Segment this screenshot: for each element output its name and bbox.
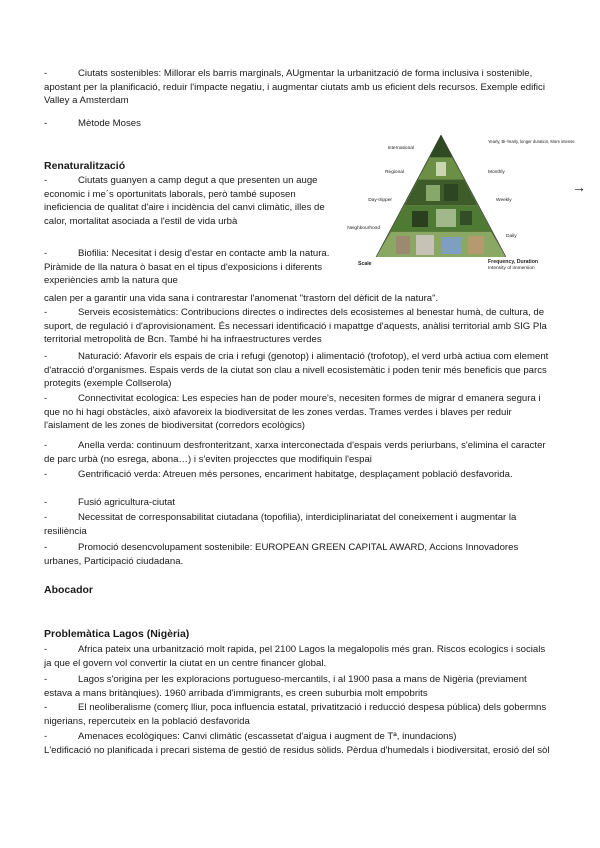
bullet-naturacio (44, 350, 554, 391)
bullet-dash: - (44, 351, 48, 362)
bullet-biofilia (44, 247, 344, 288)
bullet-text: Mètode Moses (78, 118, 141, 129)
pyramid-label-regional: Regional (385, 170, 404, 175)
pyramid-note-weekly: Weekly (496, 198, 512, 203)
bullet-ciutats-sostenibles (44, 67, 554, 108)
bullet-dash: - (44, 542, 48, 553)
bullet-text: Necessitat de corresponsabilitat ciutadana (topofilia), interdiciplinariatat del coneixement i augmentar la resiliència (44, 512, 517, 537)
bullet-text: Africa pateix una urbanització molt rapida, pel 2100 Lagos la megalopolis més gran. Riscos ecologics i socials ja que el govern vol convertir la ciutat en un centre financer global. (44, 644, 546, 669)
bullet-lagos-origen (44, 673, 554, 700)
bullet-dash: - (44, 118, 48, 129)
bullet-dash: - (44, 644, 48, 655)
bullet-dash: - (44, 497, 48, 508)
pyramid-intensity-label: Intensity of immersion (488, 266, 535, 271)
bullet-dash: - (44, 248, 48, 259)
bullet-fusio-agricultura (44, 496, 554, 510)
bullet-dash: - (44, 674, 48, 685)
bullet-text: Gentrificació verda: Atreuen més persones, encariment habitatge, desplaçament població desfavorida. (78, 469, 513, 480)
pyramid-tier-5 (376, 232, 506, 257)
bullet-text: Connectivitat ecologica: Les especies han de poder moure's, necesiten formes de migrar d emanera segura i que no hi hagi obstàcles, això afavoreix la biodiversitat de les zones verdas. Trames verdes i blaves per reduir l'aislament de les zones de biodiversitat (corredors ecològics) (44, 393, 541, 432)
bullet-corresponsabilitat (44, 511, 554, 538)
bullet-dash: - (44, 469, 48, 480)
bullet-ciutats-guanyen (44, 174, 344, 228)
bullet-text: Lagos s'origina per les exploracions portugueso-mercantils, i al 1900 pasa a mans de Nigèria (previament estava a mans britànqiues). 1960 arribada d'immigrants, es creen suburbia molt empobrits (44, 674, 527, 699)
bullet-dash: - (44, 512, 48, 523)
bullet-text: Amenaces ecològiques: Canvi climàtic (escassetat d'aigua i augment de Tª, inundacions) (78, 731, 457, 742)
bullet-africa (44, 643, 554, 670)
section-heading-lagos: Problemàtica Lagos (Nigèria) (44, 628, 190, 640)
bullet-serveis-ecosistematics (44, 306, 554, 347)
pyramid-scale-label: Scale (358, 261, 372, 267)
bullet-dash: - (44, 307, 48, 318)
bullet-text: Ciutats sostenibles: Millorar els barris marginals, AUgmentar la urbanització de forma inclusiva i sostenible, apostant per la planificació, reduir l'impacte negatiu, i augmentar ciutats amb us eficient dels recursos. Exemple edifici Valley a Amsterdam (44, 68, 545, 107)
bullet-connectivitat (44, 392, 554, 433)
bullet-amenaces (44, 730, 554, 757)
bullet-neoliberalisme (44, 701, 554, 728)
bullet-dash: - (44, 702, 48, 713)
section-heading-renaturalitzacio: Renaturalització (44, 160, 126, 172)
bullet-dash: - (44, 393, 48, 404)
bullet-dash: - (44, 440, 48, 451)
bullet-text: Serveis ecosistemàtics: Contribucions directes o indirectes dels ecosistemes al benestar humà, de cultura, de suport, de regulació i d'aprovisionament. És necessari identificació i mapattge d'aquests, anàlisi territorial amb SIG Pla territorial metropolità de Bcn. També hi ha infraestructures verdes (44, 307, 547, 346)
bullet-text: Fusió agricultura-ciutat (78, 497, 176, 508)
pyramid-note-yearly: Yearly, Bi-Yearly, longer duration, More intense (488, 139, 575, 144)
biofilia-continuation: calen per a garantir una vida sana i contrarestar l'anomenat "trastorn del dèficit de la natura". (44, 293, 439, 304)
bullet-text: Naturació: Afavorir els espais de cria i refugi (genotop) i alimentació (trofotop), el verd urbà actiua com element d'atracció d'organismes. Espais verds de la ciutat son clau a nivell ecosistemàtic i poden tenir més beneficis que parcs protegits (exemple Collserola) (44, 351, 549, 390)
pyramid-label-international: International (387, 146, 414, 151)
pyramid-note-monthly: Monthly (488, 170, 505, 175)
pyramid-label-neighbourhood: Neighbourhood (347, 226, 380, 231)
pyramid-frequency-label: Frequency, Duration (488, 259, 539, 265)
bullet-dash: - (44, 731, 48, 742)
pyramid-label-day-tripper: Day-tripper (368, 198, 392, 203)
section-heading-abocador: Abocador (44, 584, 94, 596)
bullet-promocio (44, 541, 554, 568)
bullet-dash: - (44, 175, 48, 186)
nature-pyramid-image (347, 129, 596, 273)
bullet-text: Ciutats guanyen a camp degut a que presenten un auge economic i me´s oportunitats laborals, però també suposen ineficiencia de qualitat d'aire i incidència del canvi climàtic, illes de calor, mortalitat asociada a l'estil de vida urbà (44, 175, 325, 227)
bullet-text: Biofilia: Necesitat i desig d'estar en contacte amb la natura. Piràmide de lla natura ò basat en el tipus d'exposicions i diferents experiències amb la natura que (44, 248, 330, 287)
arrow-right-icon: → (572, 179, 586, 195)
bullet-gentrificacio (44, 468, 554, 482)
bullet-text: El neoliberalisme (comerç lliur, poca influencia estatal, privatització i reducció despesa pública) dels gobermns nigerians, repercuteix en la població desfavorida (44, 702, 547, 727)
bullet-text: Promoció desencvolupament sostenibile: EUROPEAN GREEN CAPITAL AWARD, Accions Innovadores urbanes, Participació ciudadana. (44, 542, 519, 567)
bullet-text: Anella verda: continuum desfronteritzant, xarxa interconectada d'espais verds periurbans, s'elimina el caracter de parc urbà (no esrega, abona…) i s'eviten projecctes que modifiquin l'espai (44, 440, 546, 465)
bullet-anella-verda (44, 439, 554, 466)
bullet-dash: - (44, 68, 48, 79)
pyramid-note-daily: Daily (506, 234, 517, 239)
amenaces-continuation: L'edificació no planificada i precari sistema de gestió de residus sòlids. Pèrdua d'humedals i biodiversitat, erosió del sòl (44, 744, 550, 756)
